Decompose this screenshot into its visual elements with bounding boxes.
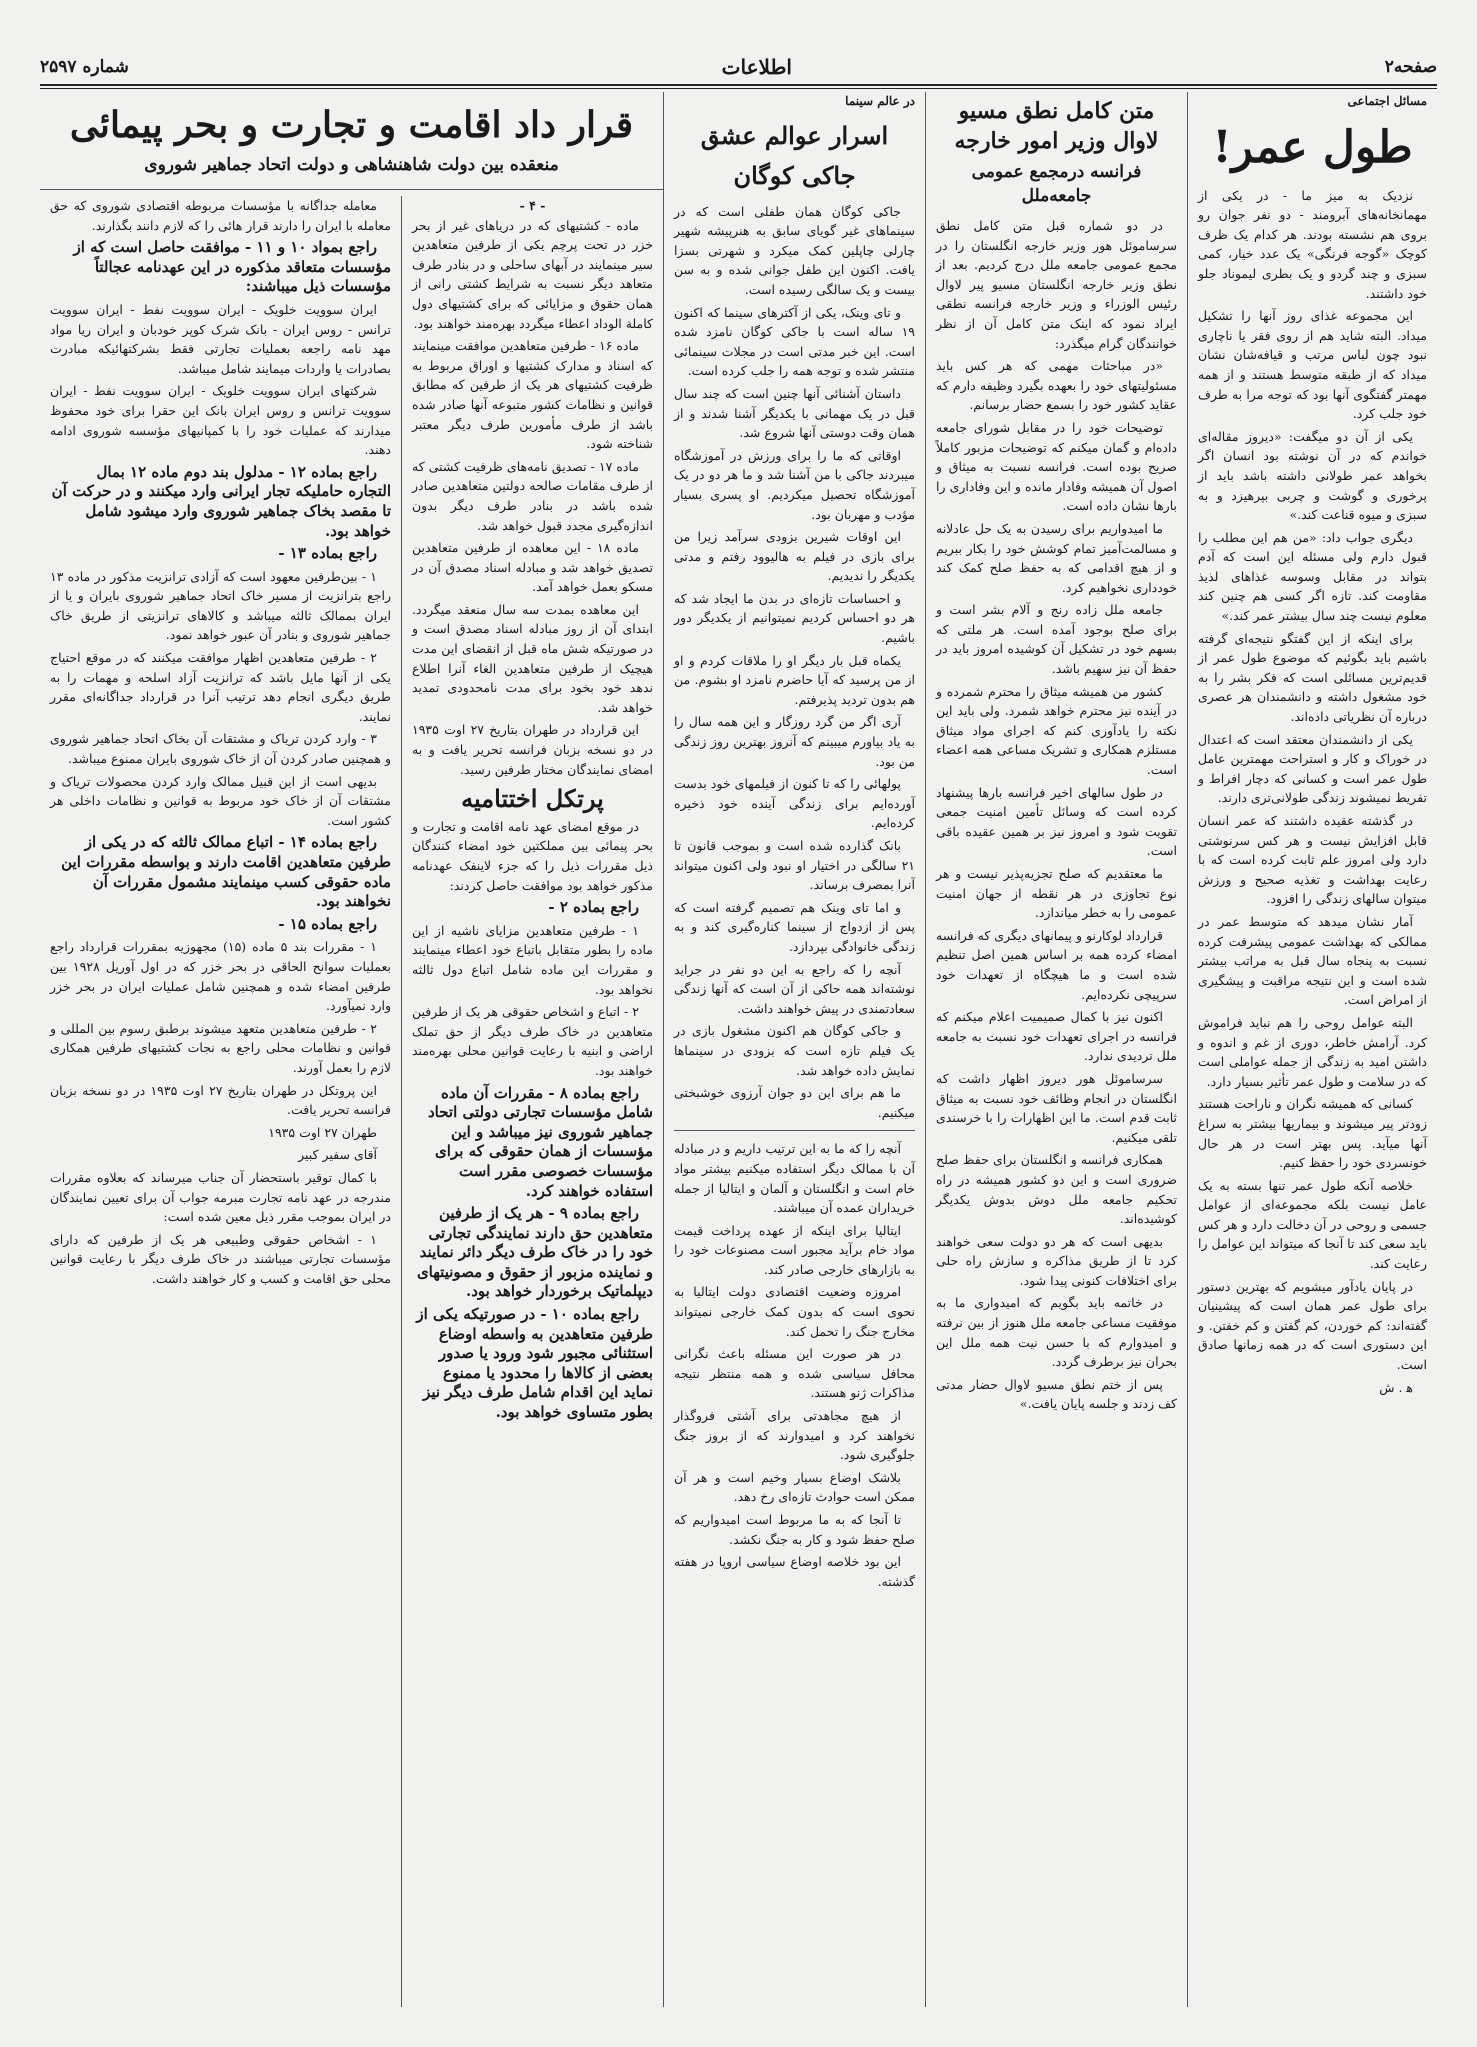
section-tag-cinema: در عالم سینما <box>845 94 915 108</box>
paragraph: راجع بماده ۱۴ - اتباع ممالک ثالثه که در یکی از طرفین متعاهدین اقامت دارند و بواسطه مقررات این ماده حقوقی کسب مینمایند مشمول مقررات آن نخواهند بود. <box>61 833 391 911</box>
paragraph: در خاتمه باید بگویم که امیدواری ما به موفقیت مساعی جامعه ملل هنوز از بین نرفته و امیدوارم که با حسن نیت همه ملل این بحران نیز برطرف گردد. <box>936 1295 1177 1370</box>
paragraph: راجع بماده ۱۲ - مدلول بند دوم ماده ۱۲ بمال التجاره حاملیکه تجار ایرانی وارد میکنند و در حرکت آن تا مقصد بخاک جماهیر شوروی وارد میشود شامل خواهد بود. <box>51 462 391 540</box>
paragraph: یکی از دانشمندان معتقد است که اعتدال در خوراک و کار و استراحت مهمترین عامل طول عمر است و کسانی که دچار افراط و تفریط نمیشوند زندگی طولانی‌تری دارند. <box>1198 731 1427 806</box>
paragraph: ایران سوویت خلویک - ایران سوویت نفط - ایران سوویت ترانس - روس ایران - بانک شرک کوپر خودبان و ایران ریا مواد مهد نامه راجعه بعملیات تجارتی فقط بشرکتهائیکه مبادرت بصادرات یا واردات میمایند شامل میباشد. <box>50 301 391 376</box>
paragraph: آمار نشان میدهد که متوسط عمر در ممالکی که بهداشت عمومی پیشرفت کرده نسبت به پنجاه سال قبل به مراتب بیشتر شده است و این نتیجه مراقبت و پیشگیری از امراض است. <box>1198 913 1427 1008</box>
paragraph: ۲ - اتباع و اشخاص حقوقی هر یک از طرفین متعاهدین در خاک طرف دیگر از حق تملک اراضی و ابنیه با رعایت قوانین محلی بهره‌مند خواهند بود. <box>412 1004 653 1078</box>
paragraph: آنچه را که ما به این ترتیب داریم و در مبادله آن با ممالک دیگر استفاده میکنیم بیشتر مواد خام است و انگلستان و آلمان و ایتالیا از جمله خریداران عمده آن میباشند. <box>674 1141 915 1216</box>
paragraph: و تای وینک، یکی از آکترهای سینما که اکنون ۱۹ ساله است با جاکی کوگان نامزد شده است. این خبر مدتی است در مجلات سینمائی منتشر شده و توجه همه را جلب کرده است. <box>674 304 915 379</box>
paragraph: راجع بمواد ۱۰ و ۱۱ - موافقت حاصل است که از مؤسسات متعاقد مذکوره در این عهدنامه عجالتاً مؤسسات ذیل میباشند: <box>73 238 391 296</box>
paragraph: همکاری فرانسه و انگلستان برای حفظ صلح ضروری است و این دو کشور همیشه در راه تحکیم جامعه ملل دوش بدوش یکدیگر کوشیده‌اند. <box>936 1152 1177 1227</box>
paragraph: آری اگر من گرد روزگار و این همه سال را به یاد بیاورم میبینم که آنروز بهترین روز زندگی من بود. <box>674 714 915 769</box>
paragraph: ۳ - وارد کردن تریاک و مشتقات آن بخاک اتحاد جماهیر شوروی و همچنین صادر کردن آن از خاک شوروی بایران ممنوع میباشد. <box>50 731 391 767</box>
column-treaty-b <box>40 196 401 2007</box>
paragraph: شرکتهای ایران سوویت خلویک - ایران سوویت نفط - ایران سوویت ترانس و روس ایران بانک این حقرا برای خود محفوظ میدارند که عملیات خود را با کمپانیهای مؤسسه شوروی ادامه دهند. <box>50 383 391 458</box>
paragraph: طهران ۲۷ اوت ۱۹۳۵ <box>268 1124 377 1140</box>
issue-number: شماره ۲۵۹۷ <box>40 57 129 77</box>
paragraph: ۱ - طرفین متعاهدین مزایای ناشیه از این ماده را بطور متقابل باتباع خود اعطاء مینمایند و مقررات این ماده شامل اتباع دول ثالثه نخواهد بود. <box>412 922 653 997</box>
paragraph: با کمال توقیر باستحضار آن جناب میرساند که بعلاوه مقررات مندرجه در عهد نامه تجارت مبرمه جواب آن برای تعیین نمایندگان در ایران بموجب مقرر ذیل معین شده است: <box>50 1169 391 1225</box>
paragraph: بلاشک اوضاع بسیار وخیم است و هر آن ممکن است حوادث تازه‌ای رخ دهد. <box>674 1469 915 1505</box>
paragraph: در دو شماره قبل متن کامل نطق سرساموئل هور وزیر خارجه انگلستان را در مجمع عمومی جامعه ملل درج کردیم. بعد از نطق وزیر خارجه انگلستان مسیو پیر لاوال رئیس الوزراء و وزیر خارجه فرانسه نطقی ایراد نمود که اینک متن کامل آن از نظر خوانندگان گرام میگذرد: <box>936 218 1177 351</box>
paragraph: معامله جداگانه با مؤسسات مربوطه اقتصادی شوروی که حق معامله با ایران را دارند قرار هائی را که لازم دانند بگذارند. <box>50 198 391 233</box>
paragraph: در طول سالهای اخیر فرانسه بارها پیشنهاد کرده است که وسائل تأمین امنیت جمعی تقویت شود و امروز نیز بر همین عقیده باقی است. <box>936 784 1177 859</box>
paragraph: یکی از آن دو میگفت: «دیروز مقاله‌ای خواندم که در آن نوشته بود انسان اگر بخواهد عمر طولانی داشته باشد باید از پرخوری و گوشت و چربی بپرهیزد و به سبزی و میوه قناعت کند.» <box>1198 428 1427 523</box>
paragraph: ما معتقدیم که صلح تجزیه‌پذیر نیست و هر نوع تجاوزی در هر نقطه از جهان امنیت عمومی را به خطر میاندازد. <box>936 866 1177 921</box>
paragraph: راجع بماده ۱۵ - <box>278 914 377 933</box>
paragraph: کسانی که همیشه نگران و ناراحت هستند زودتر پیر میشوند و بیماریها بیشتر به سراغ آنها میآید. پس بهتر است در هر حال خونسردی خود را حفظ کنیم. <box>1198 1096 1427 1171</box>
paragraph: امروزه وضعیت اقتصادی دولت ایتالیا به نحوی است که بدون کمک خارجی نمیتواند مخارج جنگ را تحمل کند. <box>674 1284 915 1339</box>
paragraph: آنچه را که راجع به این دو نفر در جراید نوشته‌اند همه حاکی از آن است که آنها زندگی سعادتمندی در پیش خواهند داشت. <box>674 961 915 1016</box>
paragraph: راجع بماده ۲ - <box>548 898 639 917</box>
paragraph: جاکی کوگان همان طفلی است که در سینماهای غیر گویای سابق به هنرپیشه شهیر چارلی چاپلین کمک میکرد و شهرتی بسزا یافت. اکنون این طفل جوانی شده و به سن بیست و یک سالگی رسیده است. <box>674 203 915 297</box>
paragraph: دیگری جواب داد: «من هم این مطلب را قبول دارم ولی مسئله این است که آدم بتواند در مقابل وسوسه غذاهای لذیذ مقاومت کند. تازه اگر کسی هم چنین کند معلوم نیست چند سال بیشتر عمر کند.» <box>1198 529 1427 624</box>
article-title-laval: متن کامل نطق مسیو لاوال وزیر امور خارجه <box>954 98 1159 154</box>
column-treaty-a <box>401 196 663 2007</box>
paragraph: پس از ختم نطق مسیو لاوال حضار مدتی کف زدند و جلسه پایان یافت.» <box>936 1376 1177 1412</box>
paragraph: نزدیک به میز ما - در یکی از مهمانخانه‌های آبرومند - دو نفر جوان رو بروی هم نشسته بودند. هر کدام یک ظرف کوچک «گوجه فرنگی» یک عدد خیار، کمی سبزی و چند گردو و یک بطری لیموناد جلو خود داشتند. <box>1198 187 1427 301</box>
paragraph: ۱ - اشخاص حقوقی وطبیعی هر یک از طرفین که دارای مؤسسات تجارتی میباشند در خاک طرف دیگر با رعایت قوانین محلی حق اقامت و کسب و کار خواهند داشت. <box>50 1231 391 1286</box>
paragraph: راجع بماده ۹ - هر یک از طرفین متعاهدین حق دارند نمایندگی تجارتی خود را در خاک طرف دیگر دائر نمایند و نماینده مزبور از حقوق و مصونیتهای دیپلماتیک برخوردار خواهد بود. <box>416 1204 653 1301</box>
paragraph: یکماه قبل بار دیگر او را ملاقات کردم و او از من پرسید که آیا حاضرم نامزد او بشوم. من هم بدون تردید پذیرفتم. <box>674 652 915 707</box>
paragraph: ما امیدواریم برای رسیدن به یک حل عادلانه و مسالمت‌آمیز تمام کوشش خود را بکار ببریم و از هیچ اقدامی که به حفظ صلح کمک کند خودداری نخواهیم کرد. <box>936 520 1177 595</box>
paragraph: ما هم برای این دو جوان آرزوی خوشبختی میکنیم. <box>674 1085 915 1120</box>
paragraph: بدیهی است از این قبیل ممالک وارد کردن محصولات تریاک و مشتقات آن از خاک خود مربوط به قوانین و نظامات داخلی هر کشور است. <box>50 773 391 828</box>
paragraph: راجع بماده ۱۳ - <box>278 544 377 563</box>
paragraph: خلاصه آنکه طول عمر تنها بسته به یک عامل نیست بلکه مجموعه‌ای از عوامل جسمی و روحی در آن دخالت دارد و هر کس باید سعی کند تا آنجا که میتواند این عوامل را رعایت کند. <box>1198 1177 1427 1272</box>
paragraph: البته عوامل روحی را هم نباید فراموش کرد. آرامش خاطر، دوری از غم و اندوه و داشتن امید به زندگی از جمله عواملی است که در سلامت و طول عمر تأثیر بسیار دارد. <box>1198 1014 1427 1089</box>
article-body-cinema <box>674 202 915 1123</box>
paragraph: این قرارداد در طهران بتاریخ ۲۷ اوت ۱۹۳۵ در دو نسخه بزبان فرانسه تحریر یافت و به امضای نمایندگان مختار طرفین رسید. <box>412 722 653 777</box>
article-title-longevity: طول عمر! <box>1212 121 1413 173</box>
treaty-body-a <box>412 216 653 780</box>
treaty-part: - ۴ - <box>519 198 546 213</box>
paragraph: ۱ - مقررات بند ۵ ماده (۱۵) مجهوزیه بمقررات قرارداد راجع بعملیات سوانح الحاقی در بحر خزر که در اول آوریل ۱۹۲۸ بین طرفین امضاء شده و همچنین شامل عملیات ایران در بحر خزر وارد نمیآورد. <box>50 939 391 1014</box>
paragraph: قرارداد لوکارنو و پیمانهای دیگری که فرانسه امضاء کرده همه بر اساس همین اصل تنظیم شده است و ما هیچگاه از تعهدات خود سرپیچی نکرده‌ایم. <box>936 927 1177 1002</box>
paragraph: ماده ۱۸ - این معاهده از طرفین متعاهدین تصدیق خواهد شد و مبادله اسناد مصدق آن در مسکو بعمل خواهد آمد. <box>412 540 653 595</box>
masthead <box>40 52 1437 82</box>
article-body-laval <box>936 216 1177 1414</box>
paragraph: کشور من همیشه میثاق را محترم شمرده و در آینده نیز محترم خواهد شمرد. ولی باید این نکته را یادآوری کنم که اجرای مواد میثاق مستلزم همکاری و تشریک مساعی همه اعضاء است. <box>936 683 1177 778</box>
paragraph: این معاهده بمدت سه سال منعقد میگردد. ابتدای آن از روز مبادله اسناد مصدق است و در صورتیکه شش ماه قبل از انقضای این مدت هیچیک از طرفین متعاهدین الغاء آنرا اطلاع ندهد خود بخود برای مدت نامحدودی تمدید خواهد شد. <box>412 601 653 715</box>
divider <box>674 1130 915 1131</box>
page-number: صفحه۲ <box>1384 57 1437 77</box>
paragraph: این پروتکل در طهران بتاریخ ۲۷ اوت ۱۹۳۵ در دو نسخه بزبان فرانسه تحریر یافت. <box>50 1082 391 1118</box>
paragraph: داستان آشنائی آنها چنین است که چند سال قبل در یک مهمانی با یکدیگر آشنا شدند و از همان وقت دوستی آنها شروع شد. <box>674 385 915 441</box>
paragraph: «در مباحثات مهمی که هر کس باید مسئولیتهای خود را بعهده بگیرد وظیفه دارم که عقاید کشور خود را بسمع حضار برسانم. <box>936 358 1177 413</box>
treaty-subtitle: منعقده بین دولت شاهنشاهی و دولت اتحاد جماهیر شوروی <box>144 155 559 175</box>
paragraph: تا آنجا که به ما مربوط است امیدواریم که صلح حفظ شود و کار به جنگ نکشد. <box>674 1512 915 1547</box>
article-body-politics <box>674 1139 915 1591</box>
paragraph: بانک گذارده شده است و بموجب قانون تا ۲۱ سالگی در اختیار او نبود ولی اکنون میتواند آنرا بمصرف برساند. <box>674 838 915 893</box>
paragraph: اکنون نیز با کمال صمیمیت اعلام میکنم که فرانسه در اجرای تعهدات خود نسبت به جامعه ملل تردیدی ندارد. <box>936 1009 1177 1064</box>
paragraph: راجع بماده ۸ - مقررات آن ماده شامل مؤسسات تجارتی دولتی اتحاد جماهیر شوروی نیز میباشد و این مؤسسات از همان حقوقی که برای مؤسسات خصوصی مقرر است استفاده خواهند کرد. <box>428 1083 653 1200</box>
paragraph: راجع بماده ۱۰ - در صورتیکه یکی از طرفین متعاهدین به واسطه اوضاع استثنائی مجبور شود ورود یا صدور بعضی از کالاها را محدود یا ممنوع نماید این اقدام شامل طرف دیگر نیز بطور متساوی خواهد بود. <box>416 1305 653 1422</box>
paragraph: توضیحات خود را در مقابل شورای جامعه داده‌ام و گمان میکنم که توضیحات مزبور کاملاً صریح بوده است. فرانسه نسبت به میثاق و اصول آن همیشه وفادار مانده و این وفاداری را بارها نشان داده است. <box>936 419 1177 514</box>
paragraph: و جاکی کوگان هم اکنون مشغول بازی در یک فیلم تازه است که بزودی در سینماها نمایش داده خواهد شد. <box>674 1023 915 1078</box>
paragraph: و اما تای وینک هم تصمیم گرفته است که پس از ازدواج از سینما کناره‌گیری کند و به زندگی خانوادگی بپردازد. <box>674 899 915 954</box>
treaty-title: قرار داد اقامت و تجارت و بحر پیمائی <box>69 104 634 146</box>
paragraph: آقای سفیر کبیر <box>298 1147 377 1163</box>
paragraph: این اوقات شیرین بزودی سرآمد زیرا من برای بازی در فیلم به هالیوود رفتم و مدتی یکدیگر را ندیدیم. <box>674 529 915 584</box>
paragraph: ماده ۱۶ - طرفین متعاهدین موافقت مینمایند که اسناد و مدارک کشتیها و اوراق مربوط به ظرفیت کشتیهای هر یک از طرفین که مطابق قوانین و نظامات کشور متبوعه آنها صادر شده باشد از طرف مأمورین طرف دیگر معتبر شناخته شود. <box>412 338 653 452</box>
article-title-cinema: اسرار عوالم عشق جاکی کوگان <box>700 120 889 190</box>
masthead-rule <box>40 84 1437 86</box>
paragraph: ماده ۱۷ - تصدیق نامه‌های ظرفیت کشتی که از طرف مقامات صالحه دولتین متعاهدین صادر شده باشد در بنادر طرف دیگر بدون اندازه‌گیری مجدد قبول خواهد شد. <box>412 458 653 533</box>
paragraph: ۲ - طرفین متعاهدین متعهد میشوند برطبق رسوم بین المللی و قوانین و نظامات محلی راجع به نجات کشتیهای طرفین همکاری لازم را بعمل آورند. <box>50 1020 391 1075</box>
column-social <box>1187 92 1437 2007</box>
paragraph: در پایان یادآور میشویم که بهترین دستور برای طول عمر همان است که پیشینیان گفته‌اند: کم خوردن، کم گفتن و کم خفتن. و این دستوری است که در همه زمانها صادق است. <box>1198 1278 1427 1373</box>
article-body-longevity <box>1198 186 1427 1398</box>
paragraph: پولهائی را که تا کنون از فیلمهای خود بدست آورده‌ایم برای زندگی آینده خود ذخیره کرده‌ایم. <box>674 776 915 831</box>
column-laval <box>925 92 1187 2007</box>
paragraph: سرساموئل هور دیروز اظهار داشت که انگلستان در انجام وظائف خود نسبت به میثاق ثابت قدم است. ما این اظهارات را با خرسندی تلقی میکنیم. <box>936 1070 1177 1145</box>
section-tag: مسائل اجتماعی <box>1347 94 1427 108</box>
article-subtitle-laval: فرانسه درمجمع عمومی جامعه‌ملل <box>971 162 1142 206</box>
paragraph: بدیهی است که هر دو دولت سعی خواهند کرد تا از طریق مذاکره و سازش راه حلی برای اختلافات کنونی پیدا شود. <box>936 1233 1177 1288</box>
paragraph: در هر صورت این مسئله باعث نگرانی محافل سیاسی شده و همه منتظر نتیجه مذاکرات ژنو هستند. <box>674 1346 915 1401</box>
paragraph: در موقع امضای عهد نامه اقامت و تجارت و بحر پیمائی بین مملکتین خود امضاء کنندگان ذیل مقررات ذیل را که جزء لاینفک عهدنامه مذکور خواهد بود موافقت حاصل کردند: <box>412 818 653 893</box>
paragraph: این بود خلاصه اوضاع سیاسی اروپا در هفته گذشته. <box>674 1554 915 1589</box>
paragraph: از هیچ مجاهدتی برای آشتی فروگذار نخواهند کرد و امیدوارند که از بروز جنگ جلوگیری شود. <box>674 1408 915 1463</box>
paragraph: ه‍ . ش <box>1379 1379 1413 1395</box>
paragraph: ۱ - بین‌طرفین معهود است که آزادی ترانزیت مذکور در ماده ۱۳ راجع بترانزیت از مسیر خاک اتحاد جماهیر شوروی بایران و یا از ایران بممالک ثالثه میباشد و کالاهای ترانزیتی از طریق خاک جماهیر شوروی و بنادر آن عبور خواهد نمود. <box>50 568 391 643</box>
paragraph: و احساسات تازه‌ای در بدن ما ایجاد شد که هر دو احساس کردیم نمیتوانیم از یکدیگر دور باشیم. <box>674 590 915 646</box>
treaty-headline <box>40 92 663 190</box>
paragraph: برای اینکه از این گفتگو نتیجه‌ای گرفته باشیم باید بگوئیم که موضوع طول عمر از قدیم‌ترین مسائلی است که فکر بشر را به خود مشغول داشته و دانشمندان هر عصری درباره آن نظریاتی داده‌اند. <box>1198 630 1427 725</box>
columns <box>40 92 1437 2007</box>
paragraph: جامعه ملل زاده رنج و آلام بشر است و برای صلح بوجود آمده است. هر ملتی که بسهم خود در تشکیل آن کوشیده امروز باید در حفظ آن نیز سهیم باشد. <box>936 602 1177 677</box>
treaty-body-b <box>50 196 391 1288</box>
paragraph: در گذشته عقیده داشتند که عمر انسان قابل افزایش نیست و هر کس سرنوشتی دارد ولی امروز علم ثابت کرده است که با رعایت بهداشت و تغذیه صحیح و ورزش میتوان سالهای زندگی را افزود. <box>1198 813 1427 907</box>
paragraph: ۲ - طرفین متعاهدین اظهار موافقت میکنند که در موقع احتیاج یکی از آنها مایل باشد که ترانزیت آزاد اسلحه و مهمات را به طریق دیگری انجام دهد ترتیب آنرا در قرارداد جداگانه‌ای مقرر نمایند. <box>50 650 391 724</box>
paragraph: ایتالیا برای اینکه از عهده پرداخت قیمت مواد خام برآید مجبور است مصنوعات خود را به بازارهای خارجی صادر کند. <box>674 1222 915 1277</box>
paragraph: ماده - کشتیهای که در دریاهای غیر از بحر خزر در تحت پرچم یکی از طرفین متعاهدین سیر مینمایند در آبهای ساحلی و در بنادر طرف متعاهد دیگر نسبت به شرایط کشتی رانی از همان حقوق و مزایائی که برای کشتیهای دول کاملة الوداد اعطاء میگردد بهره‌مند خواهند بود. <box>412 217 653 331</box>
paragraph: این مجموعه غذای روز آنها را تشکیل میداد. البته شاید هم از روی فقر یا ناچاری نبود چون لباس مرتب و قیافه‌شان نشان میداد که از طبقه متوسط هستند و از همه مهمتر گفتگوی آنها بود که توجه مرا به طرف خود جلب کرد. <box>1198 308 1427 422</box>
protocol-body <box>412 817 653 1423</box>
masthead-rule-thin <box>40 88 1437 89</box>
protocol-title: پرتکل اختتامیه <box>461 784 604 814</box>
column-cinema <box>663 92 925 2007</box>
paragraph: اوقاتی که ما را برای ورزش در آموزشگاه میبردند جاکی با من آشنا شد و ما هر دو در یک آموزشگاه تحصیل میکردیم. او پسری بسیار مؤدب و مهربان بود. <box>674 447 915 522</box>
paper-name: اطلاعات <box>721 55 792 79</box>
